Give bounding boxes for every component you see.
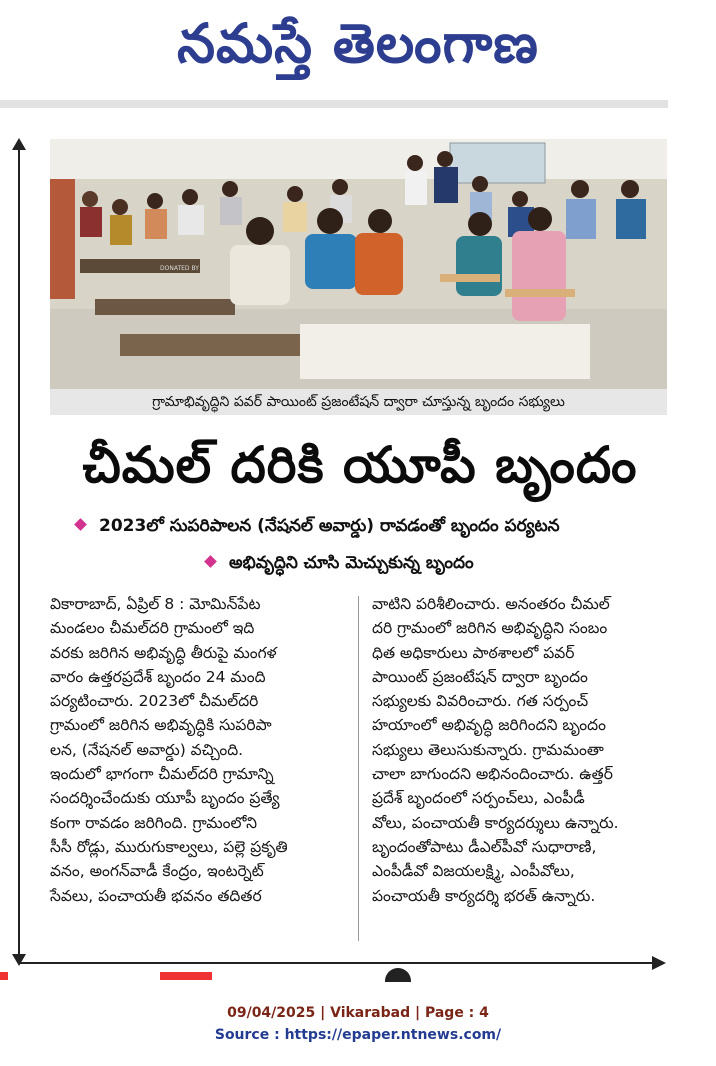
body-line: ప్రదేశ్ బృందంలో సర్పంచ్‌లు, ఎంపీడీ [372,789,585,808]
article-body-left-column [50,592,350,908]
body-line: ఇందులో భాగంగా చీమల్‌దరి గ్రామాన్ని [50,765,274,784]
source-link[interactable]: Source : https://epaper.ntnews.com/ [214,1027,502,1043]
body-line: సభ్యులు తెలుసుకున్నారు. గ్రామమంతా [372,740,604,759]
article-headline: చీమల్ దరికి యూపీ బృందం [82,436,638,494]
body-line: వారం ఉత్తరప్రదేశ్ బృందం 24 మంది [50,667,266,686]
subheading-text: అభివృద్ధిని చూసి మెచ్చుకున్న బృందం [229,553,474,573]
body-line: వికారాబాద్, ఏప్రిల్ 8 : మోమిన్‌పేట [50,595,261,613]
arrow-up-icon [12,138,26,150]
body-line: దరి గ్రామంలో జరిగిన అభివృద్ధిని సంబం [372,619,608,638]
body-line: పంచాయతీ కార్యదర్శి భరత్ ఉన్నారు. [372,886,596,905]
arrow-right-icon [652,956,666,970]
cropped-fragment [160,972,212,980]
horizontal-guide-line [20,962,660,964]
desk-label: DONATED BY [160,265,199,272]
body-line: వరకు జరిగిన అభివృద్ధి తీరుపై మంగళ [50,643,277,662]
body-line: కంగా రావడం జరిగింది. గ్రామంలోని [50,813,257,832]
subheading-bullet-2 [206,550,474,576]
newspaper-logo: నమస్తే తెలంగాణ [177,12,539,75]
body-line: సభ్యులకు వివరించారు. గత సర్పంచ్ [372,692,589,711]
arrow-down-icon [12,954,26,966]
body-line: బృందంతోపాటు డీఎల్‌పీవో సుధారాణి, [372,837,597,856]
diamond-bullet-icon [74,518,87,531]
body-line: వనం, అంగన్‌వాడీ కేంద్రం, ఇంటర్నెట్ [50,862,264,881]
body-line: లన, (నేషనల్ అవార్డు) వచ్చింది. [50,740,244,759]
body-line: వాటిని పరిశీలించారు. అనంతరం చీమల్ [372,595,610,613]
column-divider [358,596,359,941]
masthead [0,0,716,92]
body-line: ఎంపీడీవో విజయలక్ష్మి, ఎంపీవోలు, [372,862,575,881]
body-line: ధిత అధికారులు పాఠశాలలో పవర్ [372,643,575,662]
body-line: చాలా బాగుందని అభినందించారు. ఉత్తర్ [372,765,613,784]
subheading-text: 2023లో సుపరిపాలన (నేషనల్ అవార్డు) రావడంతో బృందం పర్యటన [99,516,560,536]
body-line: సీసీ రోడ్లు, మురుగుకాల్వలు, పల్లె ప్రకృతి [50,837,288,856]
body-line: గ్రామంలో జరిగిన అభివృద్ధికి సుపరిపా [50,716,272,735]
edition-info: 09/04/2025 | Vikarabad | Page : 4 [227,1005,489,1021]
classroom-photo-illustration [50,139,667,389]
body-line: మండలం చీమల్‌దరి గ్రామంలో ఇది [50,619,255,638]
page-footer [0,1002,716,1046]
body-line: పాయింట్ ప్రజంటేషన్ ద్వారా బృందం [372,667,588,686]
cropped-fragment [0,972,8,980]
subheading-bullet-1 [76,513,560,539]
cropped-fragment [385,968,411,982]
photo-caption: గ్రామాభివృద్ధిని పవర్ పాయింట్ ప్రజంటేషన్ ద్వారా చూస్తున్న బృందం సభ్యులు [50,389,667,415]
body-line: సేవలు, పంచాయతీ భవనం తదితర [50,886,262,905]
article-body-right-column [372,592,672,908]
body-line: హయాంలో అభివృద్ధి జరిగిందని బృందం [372,716,606,735]
body-line: పర్యటించారు. 2023లో చీమల్‌దరి [50,692,259,711]
body-line: వోలు, పంచాయతీ కార్యదర్శులు ఉన్నారు. [372,813,619,832]
vertical-guide-line [18,142,20,962]
body-line: సందర్శించేందుకు యూపీ బృందం ప్రత్యే [50,789,280,808]
article-photo [50,139,667,389]
diamond-bullet-icon [204,555,217,568]
masthead-divider [0,100,668,108]
